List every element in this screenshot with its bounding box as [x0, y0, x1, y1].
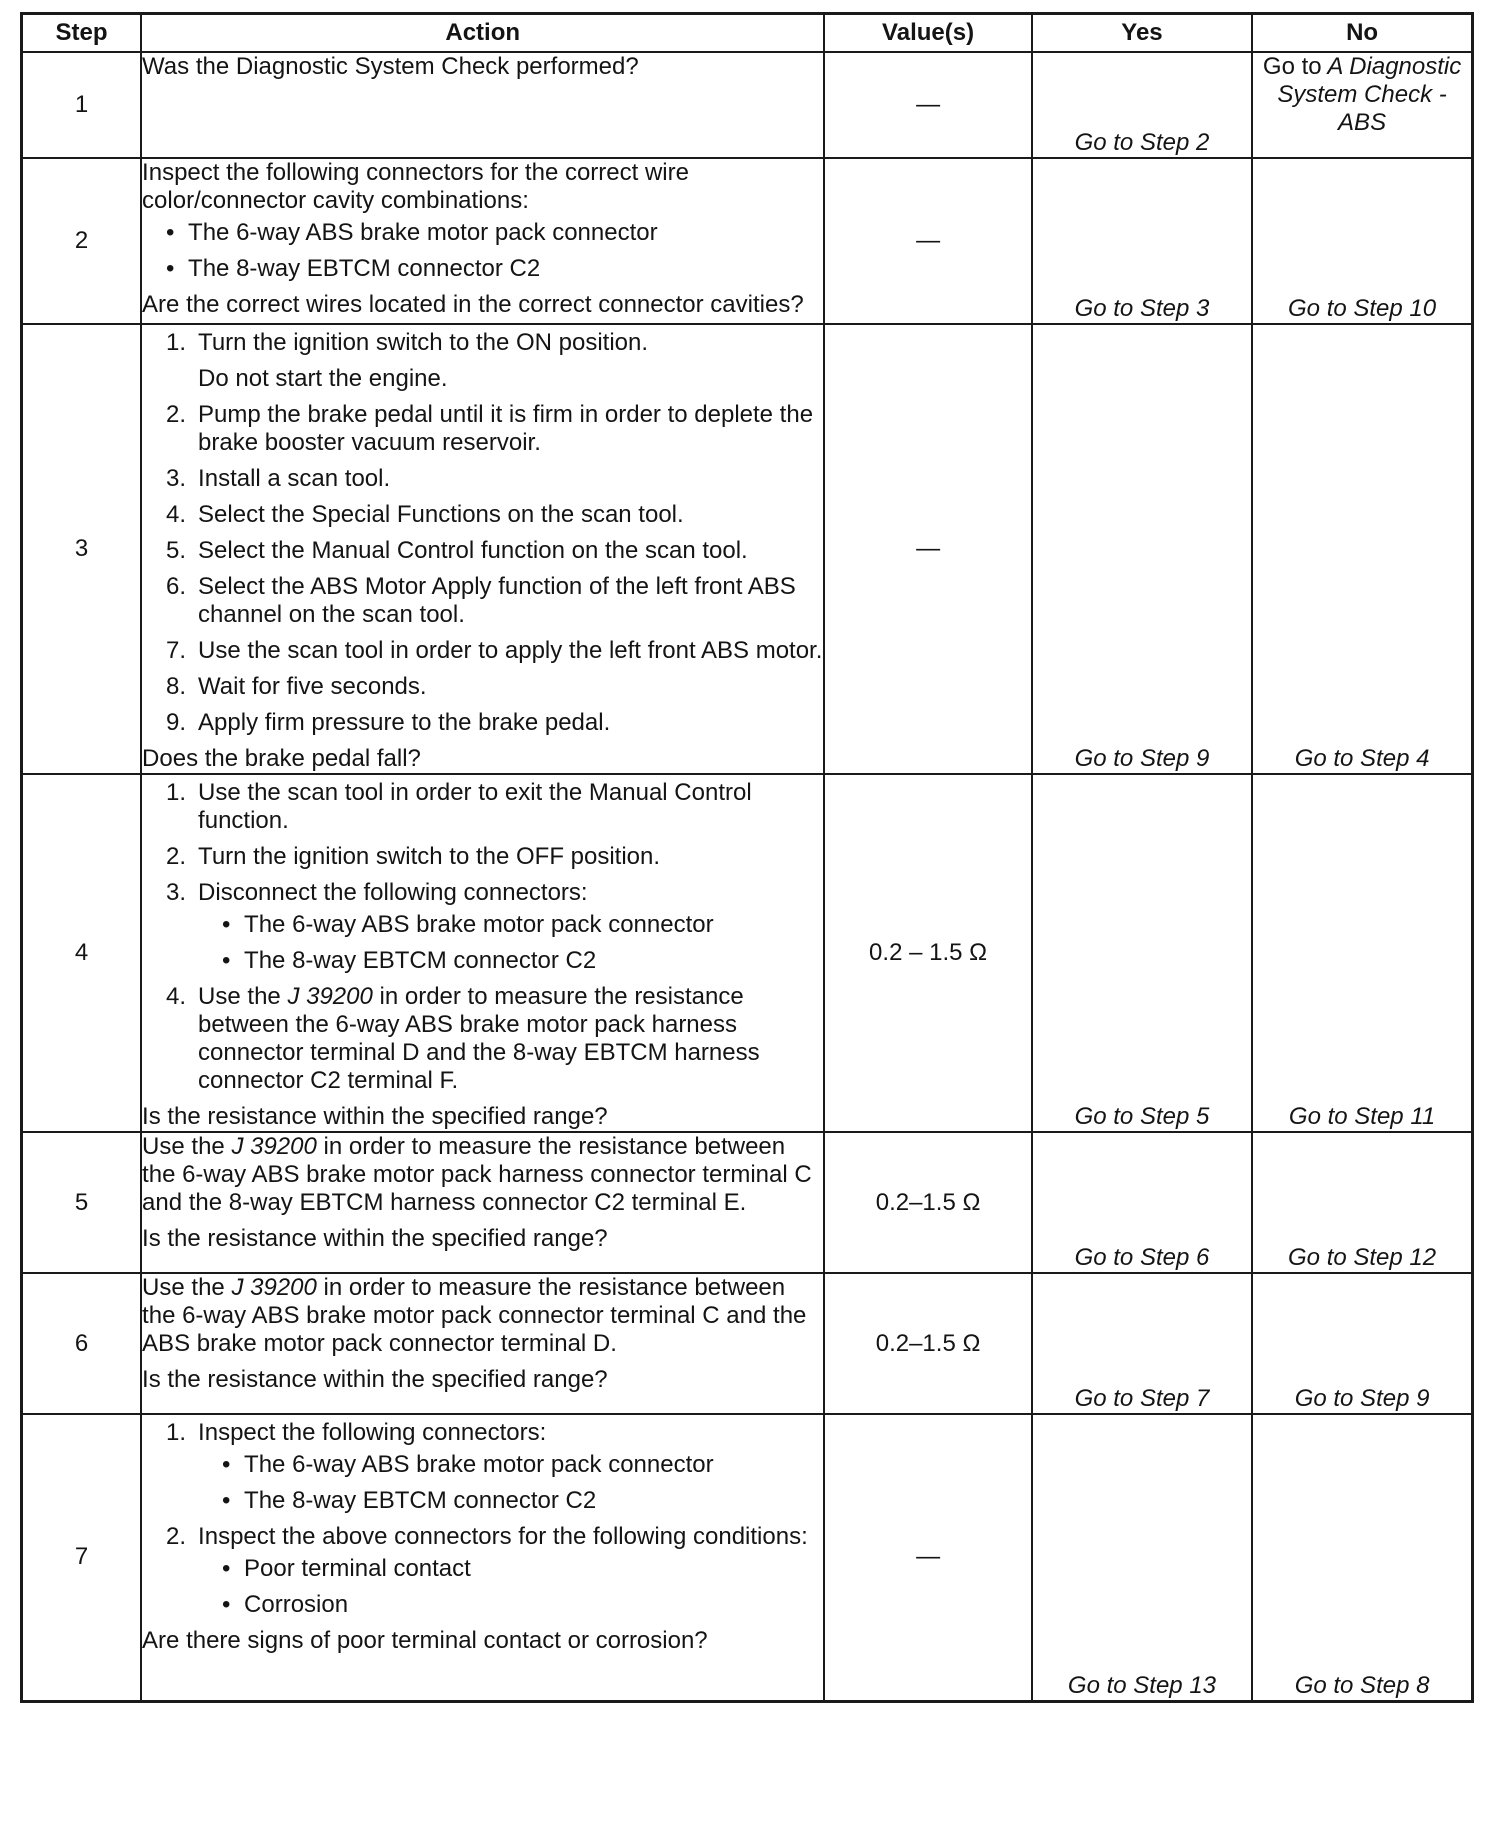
yes-link[interactable]: Go to Step 5 — [1032, 774, 1252, 1132]
table-row-step-4 — [22, 774, 1473, 1132]
list-item: Select the Special Functions on the scan tool. — [198, 501, 684, 528]
question: Was the Diagnostic System Check performed? — [142, 53, 639, 80]
step-number: 6 — [22, 1273, 142, 1414]
list-item: • Corrosion — [244, 1591, 823, 1619]
question: Is the resistance within the specified range? — [142, 1225, 608, 1252]
item-text: Inspect the above connectors for the following conditions: — [198, 1523, 808, 1550]
list-item: Use the scan tool in order to apply the left front ABS motor. — [198, 637, 823, 664]
list-item — [198, 329, 823, 393]
instruction-text: Use the — [142, 1274, 225, 1301]
list-item — [198, 879, 823, 975]
instruction — [142, 1274, 823, 1358]
header-no: No — [1252, 14, 1472, 53]
action-cell — [141, 1273, 824, 1414]
value-cell: — — [824, 52, 1031, 158]
no-link[interactable]: Go to Step 12 — [1252, 1132, 1472, 1273]
numbered-list — [142, 1419, 823, 1619]
diagnostic-table — [20, 12, 1474, 1703]
step-number: 7 — [22, 1414, 142, 1701]
yes-link[interactable]: Go to Step 7 — [1032, 1273, 1252, 1414]
list-item: • The 8-way EBTCM connector C2 — [244, 947, 823, 975]
instruction-text: Use the — [142, 1133, 225, 1160]
list-item — [198, 1523, 823, 1619]
no-link[interactable]: Go to Step 4 — [1252, 324, 1472, 774]
item-text: in order to measure the resistance between the 6-way ABS brake motor pack harness connector terminal D and the 8-way EBTCM harness connector C2 terminal F. — [198, 983, 760, 1094]
no-link[interactable] — [1252, 52, 1472, 158]
header-values: Value(s) — [824, 14, 1031, 53]
value-cell: — — [824, 324, 1031, 774]
question: Does the brake pedal fall? — [142, 745, 421, 772]
list-item: • The 6-way ABS brake motor pack connector — [244, 1451, 823, 1479]
table-row-step-1 — [22, 52, 1473, 158]
list-item: Pump the brake pedal until it is firm in order to deplete the brake booster vacuum reservoir. — [198, 401, 814, 456]
value-cell: 0.2–1.5 Ω — [824, 1273, 1031, 1414]
numbered-list — [142, 779, 823, 1095]
list-item: Install a scan tool. — [198, 465, 391, 492]
no-link[interactable]: Go to Step 11 — [1252, 774, 1472, 1132]
no-prefix: Go to — [1262, 53, 1322, 80]
list-item: • The 8-way EBTCM connector C2 — [244, 1487, 823, 1515]
instruction — [142, 1133, 823, 1217]
action-cell — [141, 1414, 824, 1701]
no-link[interactable]: Go to Step 10 — [1252, 158, 1472, 324]
list-item: • Poor terminal contact — [244, 1555, 823, 1583]
value-cell: — — [824, 158, 1031, 324]
list-item: • The 8-way EBTCM connector C2 — [188, 255, 823, 283]
bullet-list — [142, 219, 823, 283]
item-text: Disconnect the following connectors: — [198, 879, 588, 906]
list-item — [198, 983, 823, 1095]
list-item: Select the ABS Motor Apply function of the left front ABS channel on the scan tool. — [198, 573, 796, 628]
tool-ref: J 39200 — [231, 1274, 317, 1301]
action-cell — [141, 52, 824, 158]
tool-ref: J 39200 — [231, 1133, 317, 1160]
table-row-step-5 — [22, 1132, 1473, 1273]
action-cell — [141, 1132, 824, 1273]
step-number: 5 — [22, 1132, 142, 1273]
list-item: • The 6-way ABS brake motor pack connector — [244, 911, 823, 939]
list-item: Use the scan tool in order to exit the Manual Control function. — [198, 779, 752, 834]
bullet-list — [198, 911, 823, 975]
table-row-step-6 — [22, 1273, 1473, 1414]
table-row-step-2 — [22, 158, 1473, 324]
list-item: Apply firm pressure to the brake pedal. — [198, 709, 611, 736]
value-cell: 0.2–1.5 Ω — [824, 1132, 1031, 1273]
no-link[interactable]: Go to Step 9 — [1252, 1273, 1472, 1414]
header-step: Step — [22, 14, 142, 53]
yes-link[interactable]: Go to Step 3 — [1032, 158, 1252, 324]
instruction-text: in order to measure the resistance between the 6-way ABS brake motor pack harness connector terminal C and the 8-way EBTCM harness connector C2 terminal E. — [142, 1133, 812, 1216]
item-text: Inspect the following connectors: — [198, 1419, 547, 1446]
item-text: Turn the ignition switch to the ON position. — [198, 329, 649, 356]
tool-ref: J 39200 — [287, 983, 373, 1010]
value-cell: 0.2 – 1.5 Ω — [824, 774, 1031, 1132]
instruction: Inspect the following connectors for the correct wire color/connector cavity combinations: — [142, 159, 689, 214]
instruction-text: in order to measure the resistance between the 6-way ABS brake motor pack connector terminal C and the ABS brake motor pack connector terminal D. — [142, 1274, 807, 1357]
table-row-step-7 — [22, 1414, 1473, 1701]
question: Is the resistance within the specified range? — [142, 1366, 608, 1393]
header-action: Action — [141, 14, 824, 53]
step-number: 4 — [22, 774, 142, 1132]
yes-link[interactable]: Go to Step 2 — [1032, 52, 1252, 158]
action-cell — [141, 324, 824, 774]
list-item: Turn the ignition switch to the OFF position. — [198, 843, 661, 870]
yes-link[interactable]: Go to Step 9 — [1032, 324, 1252, 774]
yes-link[interactable]: Go to Step 6 — [1032, 1132, 1252, 1273]
question: Are there signs of poor terminal contact or corrosion? — [142, 1627, 708, 1654]
step-number: 1 — [22, 52, 142, 158]
header-yes: Yes — [1032, 14, 1252, 53]
yes-link[interactable]: Go to Step 13 — [1032, 1414, 1252, 1701]
table-row-step-3 — [22, 324, 1473, 774]
question: Are the correct wires located in the correct connector cavities? — [142, 291, 804, 318]
numbered-list — [142, 329, 823, 737]
value-cell: — — [824, 1414, 1031, 1701]
no-target[interactable]: A Diagnostic System Check - ABS — [1277, 53, 1462, 136]
action-cell — [141, 158, 824, 324]
action-cell — [141, 774, 824, 1132]
step-number: 2 — [22, 158, 142, 324]
item-text: Use the — [198, 983, 281, 1010]
bullet-list — [198, 1555, 823, 1619]
no-link[interactable]: Go to Step 8 — [1252, 1414, 1472, 1701]
header-row — [22, 14, 1473, 53]
bullet-list — [198, 1451, 823, 1515]
list-item: Wait for five seconds. — [198, 673, 427, 700]
item-note: Do not start the engine. — [198, 365, 448, 392]
question: Is the resistance within the specified range? — [142, 1103, 608, 1130]
list-item — [198, 1419, 823, 1515]
list-item: Select the Manual Control function on the scan tool. — [198, 537, 748, 564]
list-item: • The 6-way ABS brake motor pack connector — [188, 219, 823, 247]
step-number: 3 — [22, 324, 142, 774]
